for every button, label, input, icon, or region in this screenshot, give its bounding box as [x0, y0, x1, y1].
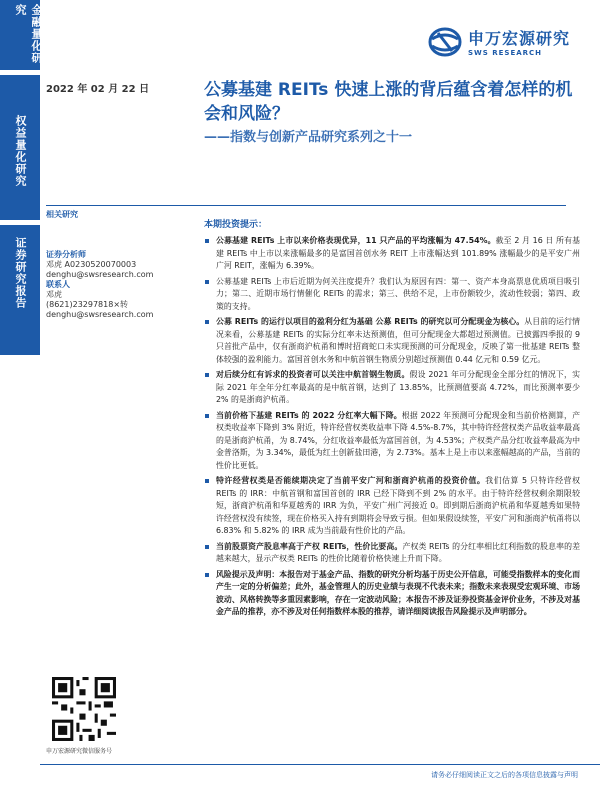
footer-divider — [40, 764, 600, 765]
sidebar-block — [0, 75, 40, 220]
logo-globe-icon — [428, 27, 462, 57]
list-item: 公募基建 REITs 上市以来价格表现优异，11 只产品的平均涨幅为 47.54%。截至 2 月 16 日 所有基建 REITs 中上市以来涨幅最多的是富国首创水务 REIT 上市涨幅达到 101.89% 涨幅最少的是平安广州广河 REIT，涨幅为 6.39%。 — [204, 235, 580, 273]
bullet-square-icon — [205, 320, 209, 324]
bullet-square-icon — [205, 545, 209, 549]
analyst-email[interactable]: denghu@swsresearch.com — [46, 270, 154, 279]
logo-name-en: SWS RESEARCH — [467, 49, 543, 57]
report-title: 公募基建 REITs 快速上涨的背后蕴含着怎样的机会和风险？ — [204, 80, 573, 124]
contact-phone: (8621)23297818×转 — [46, 300, 129, 309]
sidebar — [0, 0, 43, 800]
list-item: 当前股票资产股息率高于产权 REITs，性价比要高。产权类 REITs 的分红率相比红利指数的股息率的差越来越大，显示产权类 REITs 的性价比随着价格快速上升而下降。 — [204, 541, 580, 566]
analyst-name: 邓虎 A0230520070003 — [46, 260, 137, 269]
footer-disclaimer: 请务必仔细阅读正文之后的各项信息披露与声明 — [431, 771, 578, 779]
list-item: 特许经营权类是否能续期决定了当前平安广河和浙商沪杭甬的投资价值。我们估算 5 只特许经营权 REITs 的 IRR：中航首钢和富国首创的 IRR 已经下降到不到 2% 的水平。由于特许经营权剩余期限较短，浙商沪杭甬和华夏越秀的 IRR 为负，平安广州广河接近 0。即到期后浙商沪杭甬和华夏越秀如果特许经营权没有续签，现在价格买入持有到期将会导致亏损。但如果假设续签，平安广河和浙商沪杭甬将以 6.83% 和 5.82% 的 IRR 成为当前最有性价比的产品。 — [204, 475, 580, 538]
list-item: 风险提示及声明：本报告对于基金产品、指数的研究分析均基于历史公开信息，可能受指数样本的变化而产生一定的分析偏差；此外，基金管理人的历史业绩与表现不代表未来；指数未来表现受宏观环境、市场波动、风格转换等多重因素影响，存在一定波动风险；本报告不涉及证券投资基金评价业务，不涉及对基金产品的推荐，亦不涉及对任何指数样本股的推荐，请详细阅读报告风险提示及声明部分。 — [204, 569, 580, 619]
sidebar-block — [0, 0, 43, 70]
list-item: 公募 REITs 的运行以项目的盈利分红为基础 公募 REITs 的研究以可分配现金为核心。从目前的运行情况来看，公募基建 REITs 的实际分红率未达预测值，但可分配现金大都超过预测值。已披露四季报的 9 只首批产品中，仅有浙商沪杭甬和博时招商蛇口未实现预测的可分配现金，反映了第一批基建 REITs 整体较强的盈利能力。富国首创水务和中航首钢生物质分别超过预测值 0.44 亿元和 0.59 亿元。 — [204, 316, 580, 366]
analyst-heading: 证券分析师 — [46, 250, 86, 259]
contact-email[interactable]: denghu@swsresearch.com — [46, 310, 154, 319]
sidebar-label: 证券研究报告 — [14, 237, 27, 309]
bullet-square-icon — [205, 479, 209, 483]
list-item: 当前价格下基建 REITs 的 2022 分红率大幅下降。根据 2022 年预测可分配现金和当前价格测算，产权类收益率下降到 3% 附近，特许经营权类收益率下降 4.5%-8.7%，其中特许经营权类产品收益率最高的是浙商沪杭甬，为 8.74%，分红收益率最低为富国首创，为 4.53%；产权类产品分红收益率最高为中金普洛斯，为 3.34%，最低为红土创新盐田港，为 2.73%。基本上是上市以来涨幅越高的产品，当前的性价比更低。 — [204, 410, 580, 473]
bullet-square-icon — [205, 414, 209, 418]
section-title: 本期投资提示： — [204, 220, 268, 230]
contacts-panel — [46, 250, 191, 320]
report-date: 2022 年 02 月 22 日 — [46, 84, 150, 95]
company-logo — [428, 26, 570, 57]
sidebar-label: 金融量化研究 — [14, 4, 43, 64]
contact-heading: 联系人 — [46, 280, 70, 289]
bullet-square-icon — [205, 280, 209, 284]
bullet-square-icon — [205, 239, 209, 243]
logo-name-cn: 申万宏源研究 — [467, 29, 570, 48]
related-research-label: 相关研究 — [46, 210, 78, 219]
bullet-square-icon — [205, 373, 209, 377]
list-item: 对后续分红有诉求的投资者可以关注中航首钢生物质。假设 2021 年可分配现金全部分红的情况下，实际 2021 年全年分红率最高的是中航首钢，达到了 13.85%，比预测值要高 4.72%，而比预测率要少 2% 的是浙商沪杭甬。 — [204, 369, 580, 407]
qr-caption: 申万宏源研究微信服务号 — [46, 748, 113, 755]
report-subtitle: ——指数与创新产品研究系列之十一 — [204, 130, 413, 145]
investment-highlights — [204, 217, 580, 622]
divider — [46, 205, 566, 206]
sidebar-block — [0, 225, 40, 355]
sidebar-label: 权益量化研究 — [14, 115, 27, 187]
bullet-square-icon — [205, 573, 209, 577]
list-item: 公募基建 REITs 上市后近期为何关注度提升？我们认为原因有四：第一、资产本身高票息优质项目吸引力；第二、近期市场行情催化 REITs 的需求；第三、供给不足，上市份额较少，流动性较弱；第四、政策的支持。 — [204, 276, 580, 314]
qr-code-icon — [52, 677, 116, 741]
contact-name: 邓虎 — [46, 290, 62, 299]
